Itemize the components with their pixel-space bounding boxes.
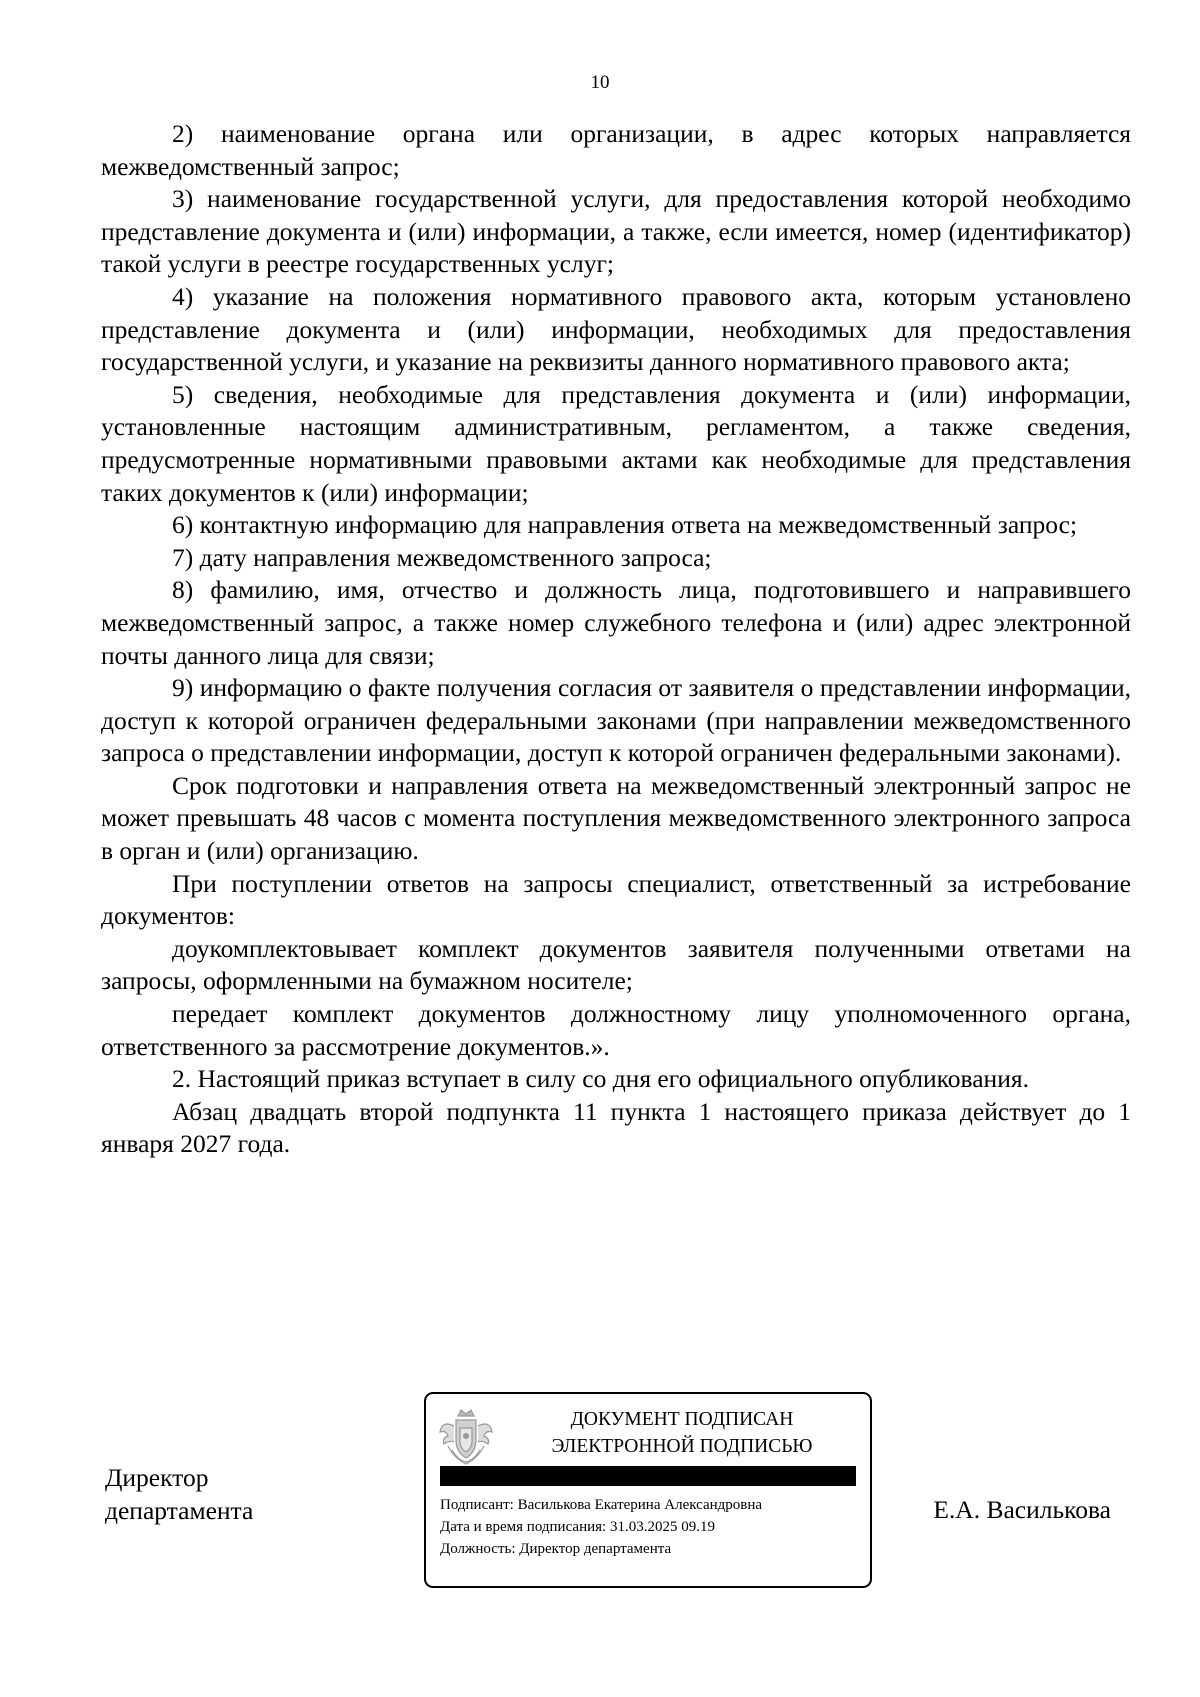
- stamp-datetime: Дата и время подписания: 31.03.2025 09.19: [440, 1519, 715, 1535]
- e-signature-stamp: [424, 1392, 872, 1588]
- signer-title: [105, 1462, 253, 1527]
- paragraph-item-4: 4) указание на положения нормативного правового акта, которым установлено представление документа и (или) информации, необходимых для предоставления государственной услуги, и указание на реквизиты данного нормативного правового акта;: [101, 281, 1131, 377]
- paragraph-item-3: 3) наименование государственной услуги, для предоставления которой необходимо представление документа и (или) информации, а также, если имеется, номер (идентификатор) такой услуги в реестре государственных услуг;: [101, 184, 1131, 279]
- paragraph-item-2: 2) наименование органа или организации, в адрес которых направляется межведомственный запрос;: [101, 119, 1131, 181]
- paragraph-response-deadline: Срок подготовки и направления ответа на межведомственный электронный запрос не может превышать 48 часов с момента поступления межведомственного электронного запроса в орган и (или) организацию.: [101, 770, 1131, 866]
- document-body: [101, 118, 1131, 1161]
- stamp-details: [440, 1494, 762, 1560]
- paragraph-item-7: 7) дату направления межведомственного запроса;: [172, 542, 712, 572]
- paragraph-complete-set: доукомплектовывает комплект документов заявителя полученными ответами на запросы, оформленными на бумажном носителе;: [101, 933, 1131, 996]
- stamp-redaction-bar: [440, 1466, 856, 1486]
- paragraph-transfer-set: передает комплект документов должностному лицу уполномоченного органа, ответственного за рассмотрение документов.».: [101, 999, 1131, 1061]
- signer-name: Е.А. Василькова: [933, 1495, 1111, 1524]
- paragraph-on-receipt: При поступлении ответов на запросы специалист, ответственный за истребование документов:: [101, 868, 1131, 931]
- paragraph-item-8: 8) фамилию, имя, отчество и должность лица, подготовившего и направившего межведомственный запрос, а также номер служебного телефона и (или) адрес электронной почты данного лица для связи;: [101, 575, 1131, 670]
- signer-title-line1: Директор: [105, 1463, 209, 1492]
- stamp-position: Должность: Директор департамента: [440, 1541, 672, 1557]
- stamp-signer: Подписант: Василькова Екатерина Александровна: [440, 1497, 763, 1513]
- stamp-header: [506, 1406, 858, 1460]
- paragraph-item-5: 5) сведения, необходимые для представления документа и (или) информации, установленные настоящим административным, регламентом, а также сведения, предусмотренные нормативными правовыми актами как необходимые для представления таких документов к (или) информации;: [101, 379, 1131, 507]
- paragraph-validity: Абзац двадцать второй подпункта 11 пункта 1 настоящего приказа действует до 1 января 2027 года.: [101, 1096, 1131, 1159]
- paragraph-item-9: 9) информацию о факте получения согласия от заявителя о представлении информации, доступ к которой ограничен федеральными законами (при направлении межведомственного запроса о представлении информации, доступ к которой ограничен федеральными законами).: [101, 673, 1131, 768]
- page-number: 10: [590, 72, 610, 93]
- stamp-header-line1: ДОКУМЕНТ ПОДПИСАН: [570, 1409, 794, 1430]
- coat-of-arms-icon: [438, 1406, 494, 1466]
- paragraph-entry-into-force: 2. Настоящий приказ вступает в силу со дня его официального опубликования.: [172, 1064, 1029, 1094]
- stamp-header-line2: ЭЛЕКТРОННОЙ ПОДПИСЬЮ: [551, 1436, 813, 1457]
- paragraph-item-6: 6) контактную информацию для направления ответа на межведомственный запрос;: [172, 510, 1078, 540]
- signer-title-line2: департамента: [105, 1495, 254, 1525]
